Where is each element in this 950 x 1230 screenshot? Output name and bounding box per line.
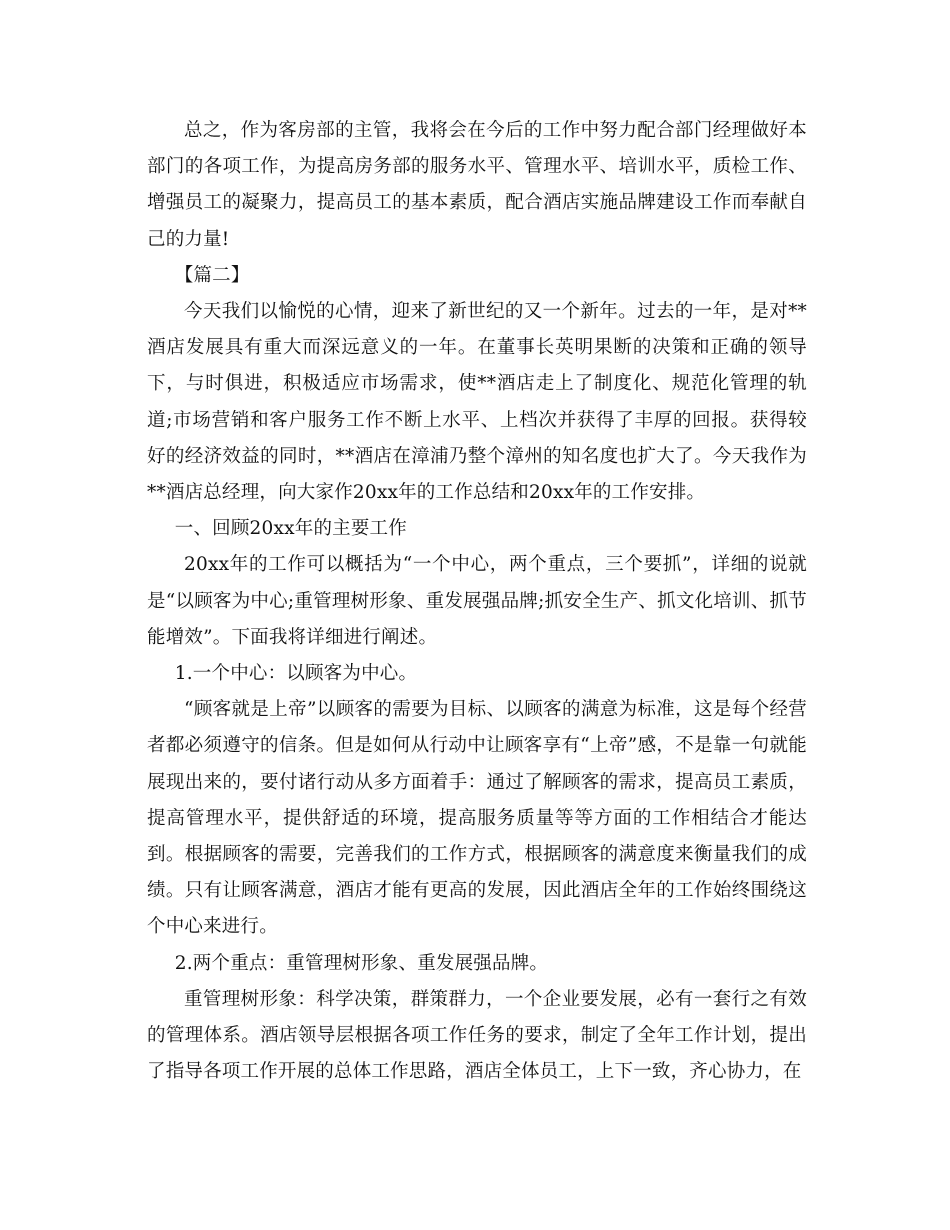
- subheading-one-center: 1.一个中心：以顾客为中心。: [174, 663, 418, 685]
- paragraph-summary: 20xx年的工作可以概括为“一个中心，两个重点，三个要抓”，详细的说就是“以顾客为中心;重管理树形象、重发展强品牌;抓安全生产、抓文化培训、抓节能增效”。下面我将详细进行阐述。: [147, 554, 807, 648]
- section-title-part-two: 【篇二】: [174, 264, 250, 286]
- section-heading-review: 一、回顾20xx年的主要工作: [174, 518, 407, 540]
- subheading-two-focus: 2.两个重点：重管理树形象、重发展强品牌。: [174, 952, 549, 974]
- paragraph-conclusion: 总之，作为客房部的主管，我将会在今后的工作中努力配合部门经理做好本部门的各项工作，为提高房务部的服务水平、管理水平、培训水平，质检工作、增强员工的凝聚力，提高员工的基本素质，配合酒店实施品牌建设工作而奉献自己的力量!: [147, 120, 807, 250]
- paragraph-management: 重管理树形象：科学决策，群策群力，一个企业要发展，必有一套行之有效的管理体系。酒店领导层根据各项工作任务的要求，制定了全年工作计划，提出了指导各项工作开展的总体工作思路，酒店全体员工，上下一致，齐心协力，在: [147, 988, 807, 1083]
- document-body: [147, 113, 807, 1090]
- paragraph-intro: 今天我们以愉悦的心情，迎来了新世纪的又一个新年。过去的一年，是对**酒店发展具有重大而深远意义的一年。在董事长英明果断的决策和正确的领导下，与时俱进，积极适应市场需求，使**酒店走上了制度化、规范化管理的轨道;市场营销和客户服务工作不断上水平、上档次并获得了丰厚的回报。获得较好的经济效益的同时，**酒店在漳浦乃整个漳州的知名度也扩大了。今天我作为**酒店总经理，向大家作20xx年的工作总结和20xx年的工作安排。: [147, 301, 807, 504]
- paragraph-customer: “顾客就是上帝”以顾客的需要为目标、以顾客的满意为标准，这是每个经营者都必须遵守的信条。但是如何从行动中让顾客享有“上帝”感，不是靠一句就能展现出来的，要付诸行动从多方面着手：通过了解顾客的需求，提高员工素质，提高管理水平，提供舒适的环境，提高服务质量等等方面的工作相结合才能达到。根据顾客的需要，完善我们的工作方式，根据顾客的满意度来衡量我们的成绩。只有让顾客满意，酒店才能有更高的发展，因此酒店全年的工作始终围绕这个中心来进行。: [147, 699, 807, 938]
